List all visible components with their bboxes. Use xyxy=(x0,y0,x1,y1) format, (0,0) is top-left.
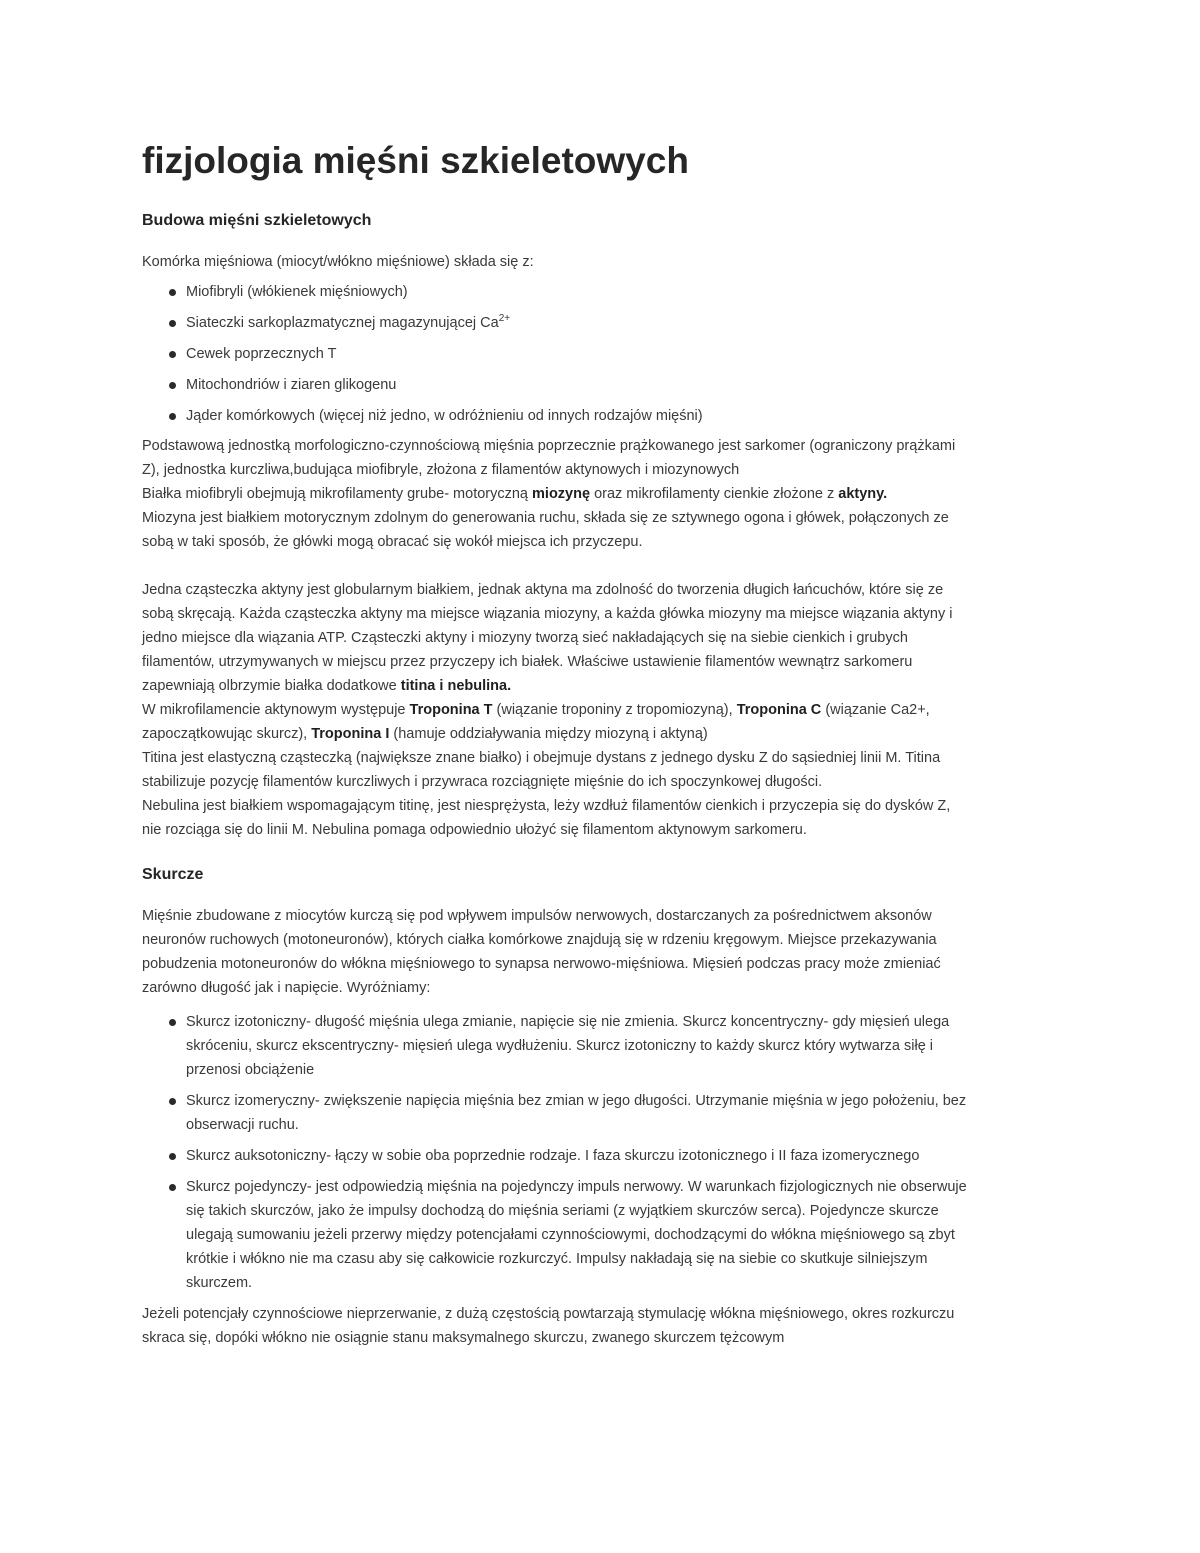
page-title: fizjologia mięśni szkieletowych xyxy=(142,140,689,181)
skurcze-list xyxy=(142,1010,1054,1295)
aktyna-paragraph: Jedna cząsteczka aktyny jest globularnym białkiem, jednak aktyna ma zdolność do tworzenia długich łańcuchów, które się ze sobą skręcają. Każda cząsteczka aktyny ma miejsce wiązania miozyny, a każda główka miozyny ma miejsce wiązania aktyny i jedno miejsce dla wiązania ATP. Cząsteczki aktyny i miozyny tworzą sieć nakładających się na siebie cienkich i grubych filamentów, utrzymywanych w miejscu przez przyczepy ich białek. Właściwe ustawienie filamentów wewnątrz sarkomeru zapewniają olbrzymie białka dodatkowe titina i nebulina. W mikrofilamencie aktynowym występuje Troponina T (wiązanie troponiny z tropomiozyną), Troponina C (wiązanie Ca2+, zapoczątkowując skurcz), Troponina I (hamuje oddziaływania między miozyną i aktyną) Titina jest elastyczną cząsteczką (największe znane białko) i obejmuje dystans z jednego dysku Z do sąsiedniej linii M. Titina stabilizuje pozycję filamentów kurczliwych i przywraca rozciągnięte mięśnie do ich spoczynkowej długości. Nebulina jest białkiem wspomagającym titinę, jest niesprężysta, leży wzdłuż filamentów cienkich i przyczepia się do dysków Z, nie rozciąga się do linii M. Nebulina pomaga odpowiednio ułożyć się filamentom aktynowym sarkomeru. xyxy=(142,582,953,838)
skurcze-intro-paragraph: Mięśnie zbudowane z miocytów kurczą się pod wpływem impulsów nerwowych, dostarczanych za pośrednictwem aksonów neuronów ruchowych (motoneuronów), których ciałka komórkowe znajdują się w rdzeniu kręgowym. Miejsce przekazywania pobudzenia motoneuronów do włókna mięśniowego to synapsa nerwowo-mięśniowa. Mięsień podczas pracy może zmieniać zarówno długość jak i napięcie. Wyróżniamy: xyxy=(142,908,941,996)
list-item: Jąder komórkowych (więcej niż jedno, w odróżnieniu od innych rodzajów mięśni) xyxy=(142,404,1054,428)
list-item: Siateczki sarkoplazmatycznej magazynującej $Ca^{2+}$ xyxy=(142,311,1054,335)
list-item: Miofibryli (włókienek mięśniowych) xyxy=(142,280,1054,304)
document-page xyxy=(142,138,1054,1350)
superscript: 2+ xyxy=(498,313,511,325)
list-item: Mitochondriów i ziaren glikogenu xyxy=(142,373,1054,397)
list-item: Skurcz auksotoniczny- łączy w sobie oba poprzednie rodzaje. I faza skurczu izotonicznego i II faza izomerycznego xyxy=(142,1144,1054,1168)
section-heading-skurcze: Skurcze xyxy=(142,866,204,883)
components-list xyxy=(142,280,1054,428)
tezcowy-paragraph: Jeżeli potencjały czynnościowe nieprzerwanie, z dużą częstością powtarzają stymulację włókna mięśniowego, okres rozkurczu skraca się, dopóki włókno nie osiągnie stanu maksymalnego skurczu, zwanego skurczem tężcowym xyxy=(142,1306,955,1346)
list-item: Cewek poprzecznych T xyxy=(142,342,1054,366)
list-item: Skurcz pojedynczy- jest odpowiedzią mięśnia na pojedynczy impuls nerwowy. W warunkach fizjologicznych nie obserwuje się takich skurczów, jako że impulsy dochodzą do mięśnia seriami (z wyjątkiem skurczów serca). Pojedyncze skurcze ulegają sumowaniu jeżeli przerwy między potencjałami czynnościowymi, dochodzącymi do włókna mięśniowego są zbyt krótkie i włókno nie ma czasu aby się całkowicie rozkurczyć. Impulsy nakładają się na siebie co skutkuje silniejszym skurczem. xyxy=(142,1175,1054,1295)
section-heading-budowa: Budowa mięśni szkieletowych xyxy=(142,212,372,229)
list-item: Skurcz izotoniczny- długość mięśnia ulega zmianie, napięcie się nie zmienia. Skurcz koncentryczny- gdy mięsień ulega skróceniu, skurcz ekscentryczny- mięsień ulega wydłużeniu. Skurcz izotoniczny to każdy skurcz który wytwarza siłę i przenosi obciążenie xyxy=(142,1010,1054,1082)
sarkomer-paragraph: Podstawową jednostką morfologiczno-czynnościową mięśnia poprzecznie prążkowanego jest sarkomer (ograniczony prążkami Z), jednostka kurczliwa,budująca miofibryle, złożona z filamentów aktynowych i miozynowych Białka miofibryli obejmują mikrofilamenty grube- motoryczną miozynę oraz mikrofilamenty cienkie złożone z aktyny. Miozyna jest białkiem motorycznym zdolnym do generowania ruchu, składa się ze sztywnego ogona i główek, połączonych ze sobą w taki sposób, że główki mogą obracać się wokół miejsca ich przyczepu. xyxy=(142,438,956,550)
intro-paragraph: Komórka mięśniowa (miocyt/włókno mięśniowe) składa się z: xyxy=(142,254,534,270)
list-item: Skurcz izomeryczny- zwiększenie napięcia mięśnia bez zmian w jego długości. Utrzymanie mięśnia w jego położeniu, bez obserwacji ruchu. xyxy=(142,1089,1054,1137)
